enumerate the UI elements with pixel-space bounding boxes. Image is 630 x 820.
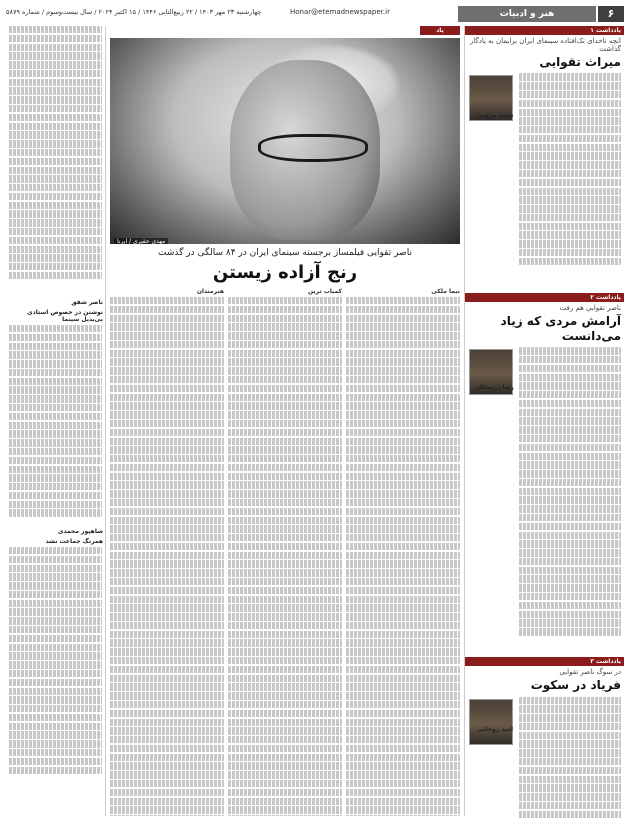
left-column: [6, 26, 106, 816]
article2-kicker: ناصر تقوایی هم رفت: [559, 304, 621, 313]
column-2-head: کمیاب ترین: [308, 288, 342, 295]
glasses-shape: [258, 134, 368, 162]
photo-credit: مهدی حقیری / ایرنا: [114, 238, 168, 244]
feature-column-3: [110, 288, 224, 816]
left-subhead-4: همرنگ جماعت نشد: [45, 538, 103, 545]
center-tag: یاد: [420, 26, 460, 35]
article3-author: امید روحانی: [477, 726, 513, 733]
center-feature: [110, 26, 460, 816]
site-email[interactable]: Honar@etemadnewspaper.ir: [290, 8, 390, 16]
article2-headline: آرامش مردی که زیاد می‌دانست: [500, 314, 621, 343]
article1-kicker-bar: یادداشت ۱: [465, 26, 624, 35]
article2-author: رضا درستکار: [476, 384, 514, 391]
section-title: هنر و ادبیات: [458, 6, 596, 22]
left-subhead-1: ناصر شفق: [71, 299, 103, 306]
left-subhead-2: نوشتن در خصوص استادی بی‌بدیل سینما: [27, 309, 103, 323]
page-header: [6, 6, 624, 22]
article1-headline: میراث تقوایی: [539, 55, 621, 69]
feature-subhead: ناصر تقوایی فیلمساز برجسته سینمای ایران در ۸۴ سالگی در گذشت: [158, 248, 412, 258]
article3-body: [516, 697, 624, 820]
page-number: ۶: [598, 6, 624, 22]
right-column: [464, 26, 624, 816]
article3-author-photo: [469, 699, 513, 745]
feature-column-2: [228, 288, 342, 816]
feature-body-columns: [110, 288, 460, 816]
article1-kicker: انچه ناخدای تک‌افتاده سینمای ایران برایمان به یادگار گذاشت: [469, 37, 621, 53]
article2-body: [516, 347, 624, 657]
feature-column-1: [346, 288, 460, 816]
feature-headline: رنج آزاده زیستن: [212, 262, 358, 283]
article1-author: سعید مروتی: [476, 112, 514, 119]
article3-kicker-bar: یادداشت ۳: [465, 657, 624, 666]
article3-kicker: در سوگ ناصر تقوایی: [559, 668, 621, 677]
date-line: چهارشنبه ۲۳ مهر ۱۴۰۳ / ۲۲ ربیع‌الثانی ۱۴۴۶ / ۱۵ اکتبر ۲۰۲۴ / سال بیست‌و‌سوم / شماره ۵۸۷۹: [6, 8, 262, 16]
column-1-head: نیما ملکی: [431, 288, 460, 295]
article1-body: [516, 73, 624, 273]
article2-kicker-bar: یادداشت ۲: [465, 293, 624, 302]
left-subhead-3: شاهپور محمدی: [57, 528, 103, 535]
column-3-head: هنرمندان: [196, 288, 224, 295]
portrait-photo: [110, 38, 460, 244]
article3-headline: فریاد در سکوت: [530, 678, 621, 693]
